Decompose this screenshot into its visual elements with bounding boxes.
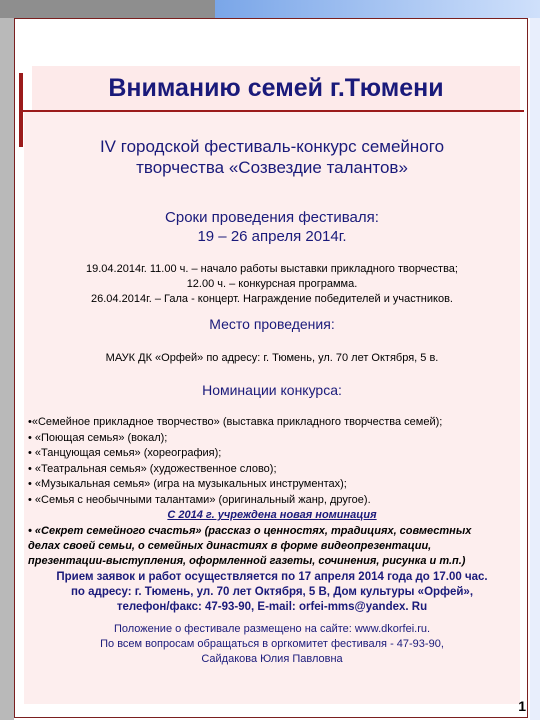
nominations-list (28, 415, 516, 569)
venue-address: МАУК ДК «Орфей» по адресу: г. Тюмень, ул. 70 лет Октября, 5 в. (105, 352, 439, 364)
top-band-light (215, 0, 540, 18)
title-box (32, 66, 520, 110)
applications-block (24, 570, 520, 615)
dates-heading: Сроки проведения фестиваля: (165, 209, 379, 226)
accent-bar (19, 73, 23, 147)
list-item: • «Танцующая семья» (хореография); (28, 447, 222, 459)
festival-line-1: IV городской фестиваль-конкурс семейного (99, 137, 445, 156)
nominations-heading: Номинации конкурса: (202, 382, 342, 398)
applications-line: по адресу: г. Тюмень, ул. 70 лет Октября, 5 В, Дом культуры «Орфей», (70, 586, 474, 598)
info-line: По всем вопросам обращаться в оргкомитет фестиваля - 47-93-90, (100, 638, 444, 650)
festival-title (24, 136, 520, 178)
left-band (0, 18, 14, 720)
dates-range: 19 – 26 апреля 2014г. (197, 228, 347, 245)
info-line: Сайдакова Юлия Павловна (201, 653, 343, 665)
page-title: Вниманию семей г.Тюмени (108, 73, 444, 102)
schedule (24, 262, 520, 307)
festival-line-2: творчества «Созвездие талантов» (136, 158, 408, 177)
list-item: • «Поющая семья» (вокал); (28, 431, 168, 444)
info-line: Положение о фестивале размещено на сайте: www.dkorfei.ru. (113, 623, 431, 635)
schedule-line: 26.04.2014г. – Гала - концерт. Награждение победителей и участников. (91, 293, 453, 305)
new-nomination-line: презентации-выступления, оформленной газеты, сочинения, рисунка и т.п.) (28, 554, 466, 567)
list-item: •«Семейное прикладное творчество» (выставка прикладного творчества семей); (28, 416, 443, 428)
new-nomination-line: • «Секрет семейного счастья» (рассказ о ценностях, традициях, совместных (28, 524, 472, 537)
content-panel (24, 112, 520, 704)
new-nomination-label: С 2014 г. учреждена новая номинация (167, 509, 377, 521)
venue-heading: Место проведения: (209, 316, 335, 332)
new-nomination-line: делах своей семьи, о семейных династиях в форме видеопрезентации, (28, 539, 432, 552)
schedule-line: 19.04.2014г. 11.00 ч. – начало работы выставки прикладного творчества; (86, 263, 458, 275)
list-item: • «Театральная семья» (художественное слово); (28, 462, 277, 475)
list-item: • «Музыкальная семья» (игра на музыкальных инструментах); (28, 478, 347, 490)
top-band-dark (0, 0, 215, 18)
dates-block (24, 208, 520, 246)
list-item: • «Семья с необычными талантами» (оригинальный жанр, другое). (28, 493, 371, 506)
right-band (530, 18, 540, 720)
applications-line: телефон/факс: 47-93-90, E-mail: orfei-mms@yandex. Ru (116, 601, 428, 613)
info-block (24, 622, 520, 667)
page-number: 1 (518, 698, 526, 714)
applications-line: Прием заявок и работ осуществляется по 17 апреля 2014 года до 17.00 час. (56, 571, 488, 583)
schedule-line: 12.00 ч. – конкурсная программа. (186, 278, 358, 290)
